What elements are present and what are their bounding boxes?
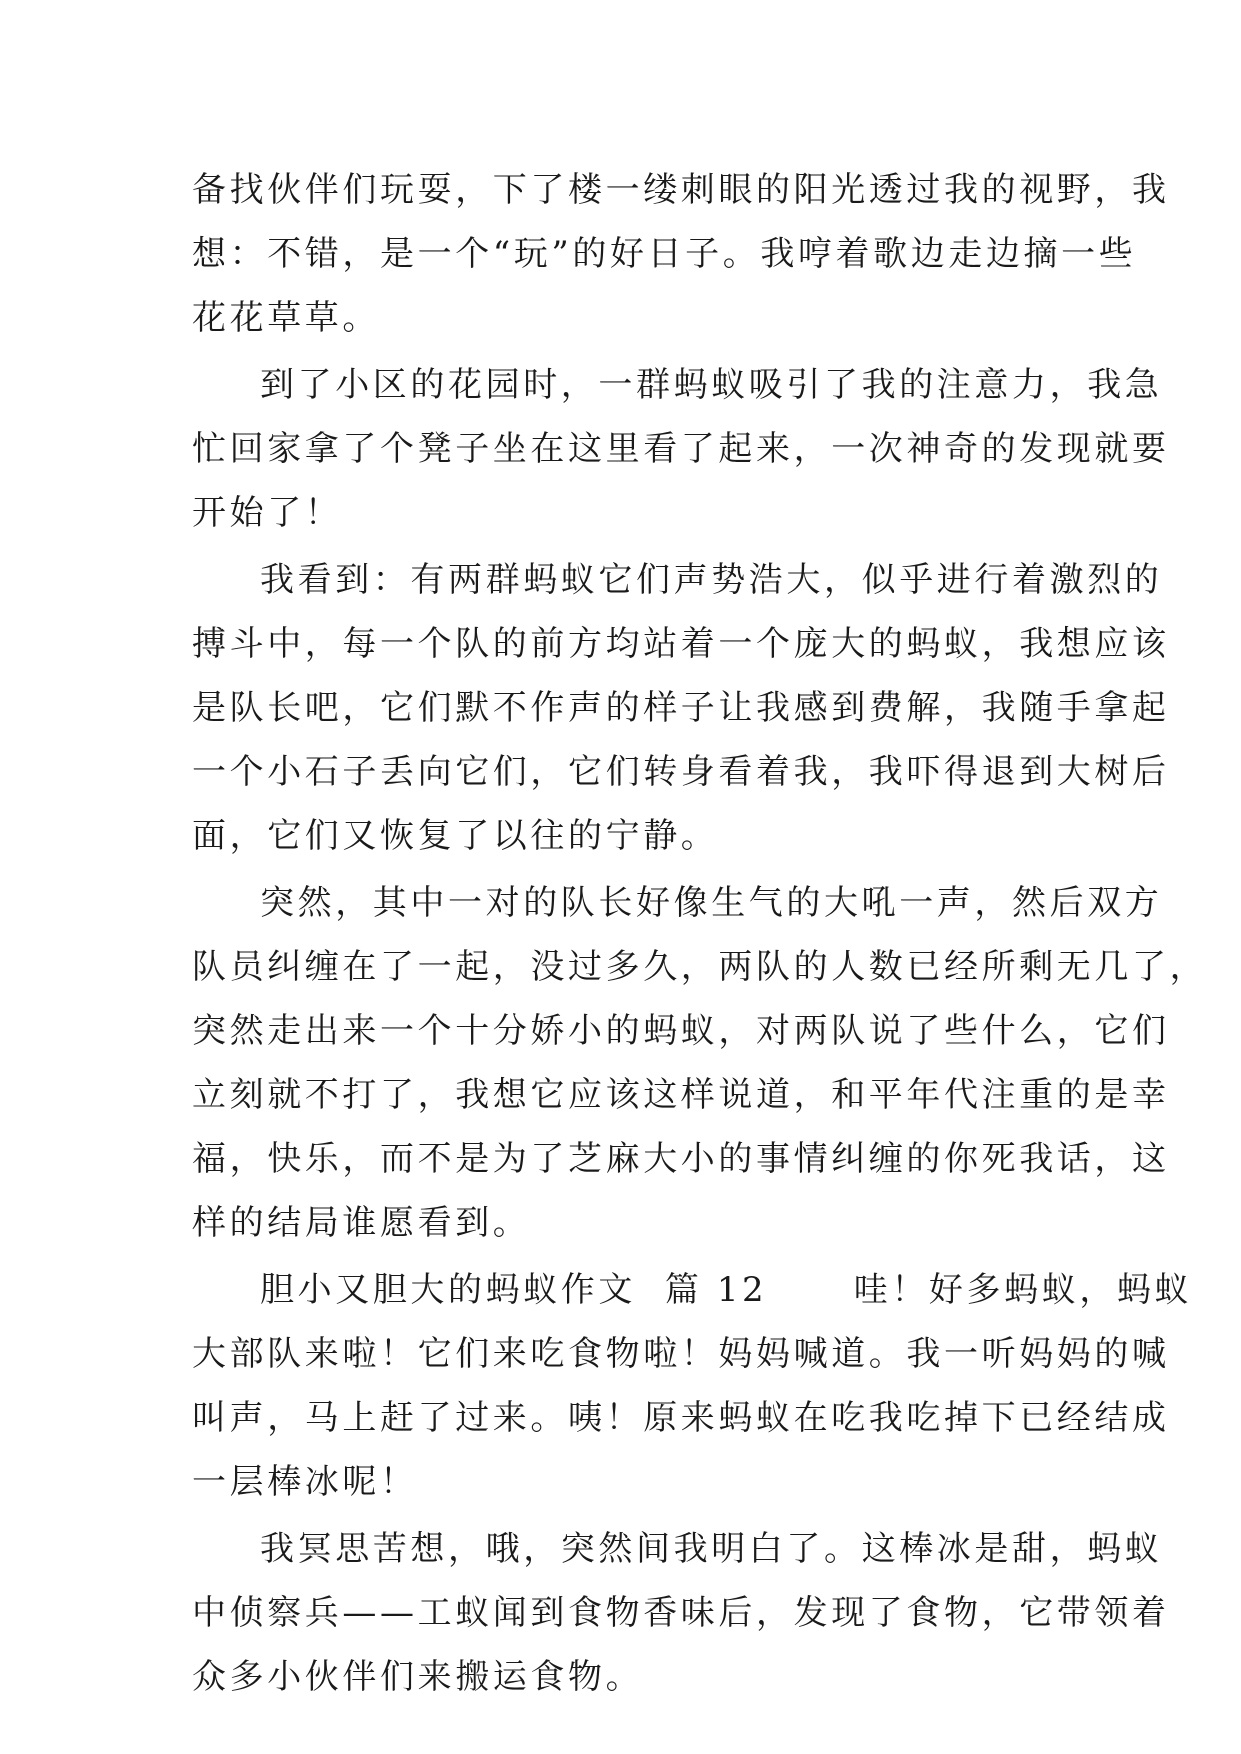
- text-line: 中侦察兵——工蚁闻到食物香味后，发现了食物，它带领着: [192, 1593, 1170, 1633]
- text-line: 胆小又胆大的蚂蚁作文 篇 12 哇！好多蚂蚁，蚂蚁: [260, 1270, 1193, 1310]
- text-line: 队员纠缠在了一起，没过多久，两队的人数已经所剩无几了，: [192, 947, 1208, 987]
- text-line: 我冥思苦想，哦，突然间我明白了。这棒冰是甜，蚂蚁: [260, 1529, 1163, 1569]
- text-line: 福，快乐，而不是为了芝麻大小的事情纠缠的你死我话，这: [192, 1139, 1170, 1179]
- text-line: 突然走出来一个十分娇小的蚂蚁，对两队说了些什么，它们: [192, 1011, 1170, 1051]
- text-line: 突然，其中一对的队长好像生气的大吼一声，然后双方: [260, 883, 1163, 923]
- text-line: 样的结局谁愿看到。: [192, 1203, 531, 1243]
- text-line: 花花草草。: [192, 298, 380, 338]
- text-line: 面，它们又恢复了以往的宁静。: [192, 816, 719, 856]
- text-line: 到了小区的花园时，一群蚂蚁吸引了我的注意力，我急: [260, 365, 1163, 405]
- paragraph-1: [192, 158, 1170, 350]
- text-line: 我看到：有两群蚂蚁它们声势浩大，似乎进行着激烈的: [260, 560, 1163, 600]
- paragraph-6: [192, 1517, 1170, 1709]
- paragraph-2: [192, 353, 1170, 545]
- text-line: 大部队来啦！它们来吃食物啦！妈妈喊道。我一听妈妈的喊: [192, 1334, 1170, 1374]
- text-line: 众多小伙伴们来搬运食物。: [192, 1657, 644, 1697]
- paragraph-4: [192, 871, 1208, 1255]
- text-line: 搏斗中，每一个队的前方均站着一个庞大的蚂蚁，我想应该: [192, 624, 1170, 664]
- text-line: 想：不错，是一个“玩”的好日子。我哼着歌边走边摘一些: [192, 234, 1137, 274]
- text-line: 立刻就不打了，我想它应该这样说道，和平年代注重的是幸: [192, 1075, 1170, 1115]
- text-line: 开始了！: [192, 493, 343, 533]
- text-line: 一个小石子丢向它们，它们转身看着我，我吓得退到大树后: [192, 752, 1170, 792]
- paragraph-5: [192, 1258, 1193, 1514]
- text-line: 备找伙伴们玩耍，下了楼一缕刺眼的阳光透过我的视野，我: [192, 170, 1170, 210]
- paragraph-3: [192, 548, 1170, 868]
- document-body: [192, 158, 1208, 1712]
- text-line: 叫声，马上赶了过来。咦！原来蚂蚁在吃我吃掉下已经结成: [192, 1398, 1170, 1438]
- text-line: 是队长吧，它们默不作声的样子让我感到费解，我随手拿起: [192, 688, 1170, 728]
- text-line: 一层棒冰呢！: [192, 1462, 418, 1502]
- text-line: 忙回家拿了个凳子坐在这里看了起来，一次神奇的发现就要: [192, 429, 1170, 469]
